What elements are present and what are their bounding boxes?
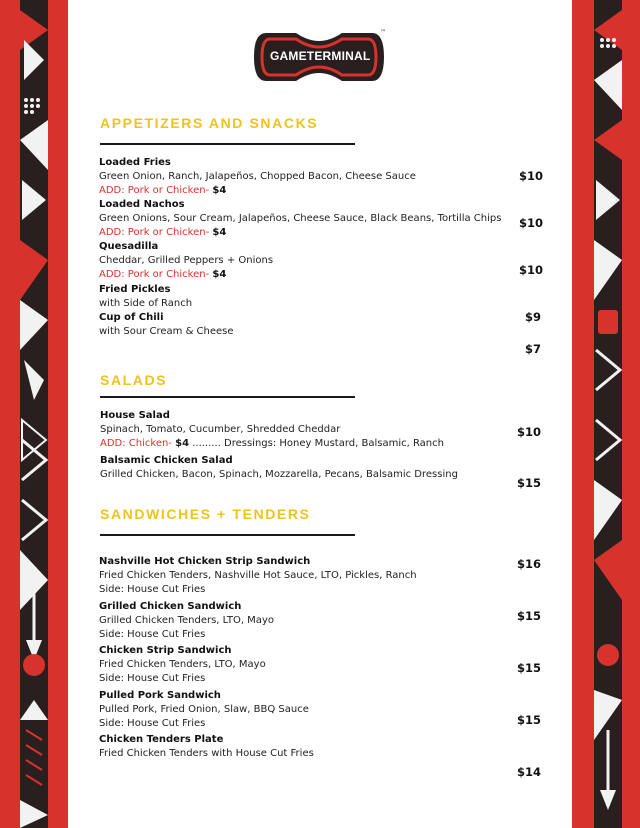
- dressing-options: ......... Dressings: Honey Mustard, Balsamic, Ranch: [189, 438, 444, 450]
- item-name: Balsamic Chicken Salad: [100, 455, 233, 466]
- item-description: Fried Chicken Tenders with House Cut Fries: [99, 748, 314, 760]
- menu-item-fried-pickles: [99, 283, 192, 311]
- left-arcade-pattern: [20, 0, 48, 828]
- menu-item-nashville-hot-sandwich: [99, 555, 417, 598]
- item-description: Grilled Chicken Tenders, LTO, Mayo: [99, 615, 274, 627]
- item-addon: ADD: Chicken- $4 ......... Dressings: Honey Mustard, Balsamic, Ranch: [100, 438, 444, 450]
- section-title-sandwiches: SANDWICHES + TENDERS: [100, 506, 311, 522]
- item-price: $15: [517, 713, 542, 727]
- item-price: $10: [517, 425, 542, 439]
- item-name: Chicken Tenders Plate: [99, 734, 224, 745]
- menu-item-grilled-chicken-sandwich: [99, 600, 274, 643]
- item-name: Loaded Fries: [99, 157, 171, 168]
- item-addon: ADD: Pork or Chicken- $4: [99, 227, 227, 239]
- item-description: with Side of Ranch: [99, 298, 193, 310]
- right-decorative-border: [572, 0, 640, 828]
- item-name: Fried Pickles: [99, 284, 171, 295]
- item-name: Cup of Chili: [99, 312, 164, 323]
- section-title-appetizers: APPETIZERS AND SNACKS: [100, 115, 319, 131]
- item-price: $9: [525, 310, 542, 324]
- item-name: Grilled Chicken Sandwich: [99, 601, 242, 612]
- item-name: Loaded Nachos: [99, 199, 185, 210]
- menu-item-loaded-fries: [99, 156, 416, 199]
- left-decorative-border: [0, 0, 68, 828]
- item-price: $10: [519, 169, 544, 183]
- item-name: House Salad: [100, 410, 170, 421]
- item-description: Fried Chicken Tenders, Nashville Hot Sauce, LTO, Pickles, Ranch: [99, 570, 417, 582]
- item-side: Side: House Cut Fries: [99, 584, 206, 596]
- item-description: Grilled Chicken, Bacon, Spinach, Mozzarella, Pecans, Balsamic Dressing: [100, 469, 458, 481]
- left-pattern-band: [20, 0, 48, 828]
- item-description: Fried Chicken Tenders, LTO, Mayo: [99, 659, 266, 671]
- item-description: Cheddar, Grilled Peppers + Onions: [99, 255, 274, 267]
- section-divider: [100, 396, 355, 398]
- item-side: Side: House Cut Fries: [99, 629, 206, 641]
- right-pattern-band: [594, 0, 622, 828]
- menu-item-balsamic-chicken-salad: [100, 454, 458, 482]
- item-price: $15: [517, 476, 542, 490]
- item-description: Spinach, Tomato, Cucumber, Shredded Cheddar: [100, 424, 341, 436]
- item-description: Green Onion, Ranch, Jalapeños, Chopped Bacon, Cheese Sauce: [99, 171, 416, 183]
- item-price: $15: [517, 661, 542, 675]
- logo-text: GAMETERMINAL: [270, 49, 371, 63]
- item-description: with Sour Cream & Cheese: [99, 326, 234, 338]
- logo-trademark: ™: [380, 29, 386, 36]
- section-divider: [100, 143, 355, 145]
- menu-item-loaded-nachos: [99, 198, 501, 241]
- item-description: Pulled Pork, Fried Onion, Slaw, BBQ Sauce: [99, 704, 309, 716]
- item-name: Pulled Pork Sandwich: [99, 690, 221, 701]
- item-name: Nashville Hot Chicken Strip Sandwich: [99, 556, 311, 567]
- item-price: $15: [517, 609, 542, 623]
- item-price: $14: [517, 765, 542, 779]
- item-addon: ADD: Pork or Chicken- $4: [99, 185, 227, 197]
- item-side: Side: House Cut Fries: [99, 673, 206, 685]
- menu-item-house-salad: [100, 409, 444, 452]
- item-description: Green Onions, Sour Cream, Jalapeños, Cheese Sauce, Black Beans, Tortilla Chips: [99, 213, 502, 225]
- menu-item-chicken-tenders-plate: [99, 733, 314, 761]
- menu-item-pulled-pork-sandwich: [99, 689, 309, 732]
- item-price: $16: [517, 557, 542, 571]
- item-price: $7: [525, 342, 542, 356]
- gameterminal-logo: [252, 27, 386, 87]
- right-arcade-pattern: [594, 0, 622, 828]
- menu-item-chicken-strip-sandwich: [99, 644, 266, 687]
- menu-item-quesadilla: [99, 240, 273, 283]
- item-side: Side: House Cut Fries: [99, 718, 206, 730]
- item-price: $10: [519, 263, 544, 277]
- item-addon: ADD: Pork or Chicken- $4: [99, 269, 227, 281]
- section-divider: [100, 534, 355, 536]
- item-price: $10: [519, 216, 544, 230]
- section-title-salads: SALADS: [100, 372, 168, 388]
- menu-item-cup-of-chili: [99, 311, 234, 339]
- item-name: Chicken Strip Sandwich: [99, 645, 232, 656]
- item-name: Quesadilla: [99, 241, 159, 252]
